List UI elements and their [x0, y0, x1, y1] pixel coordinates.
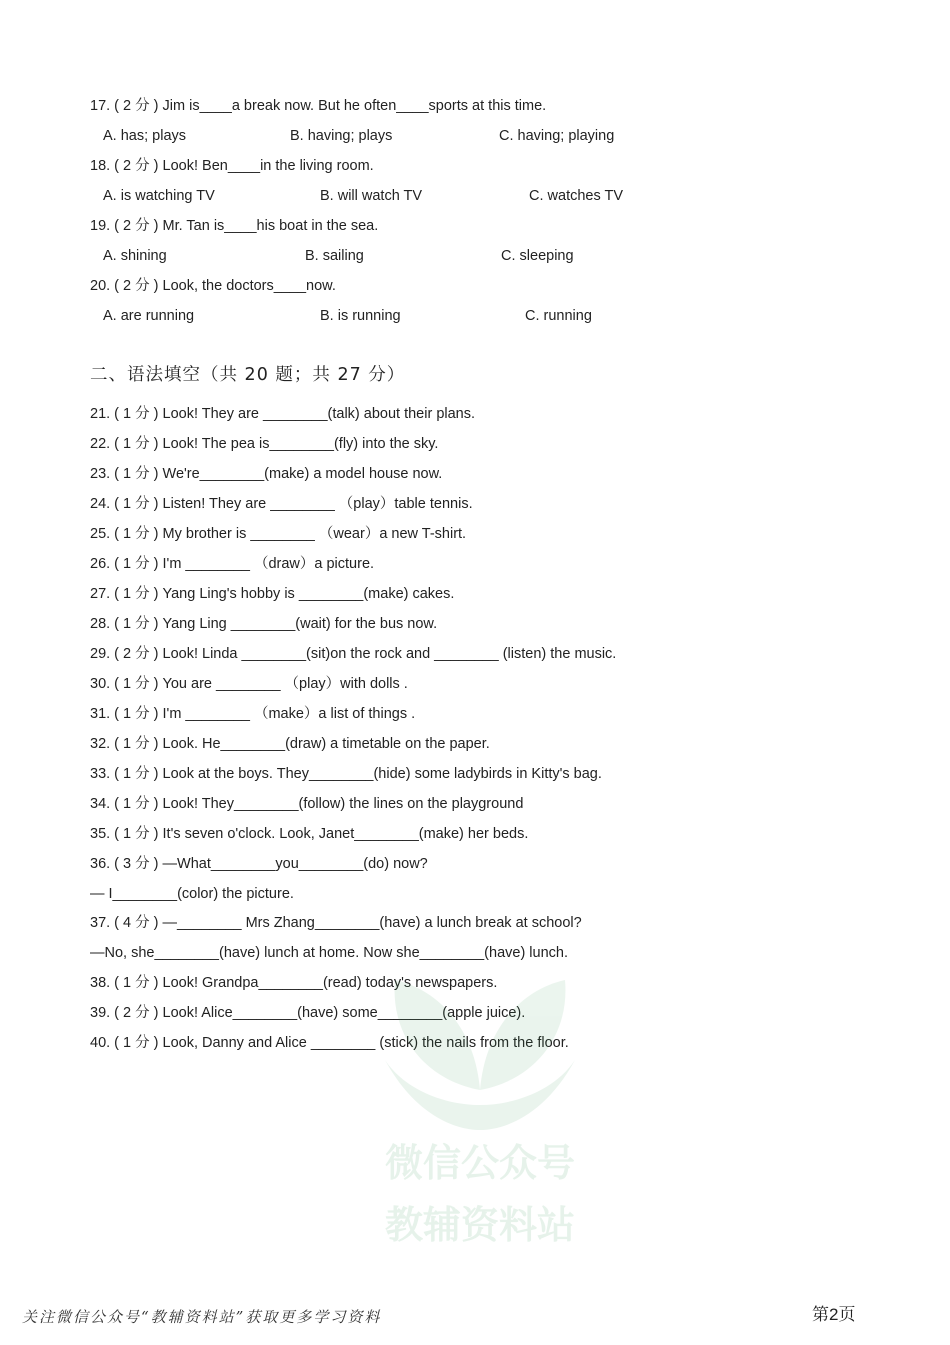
- question-22: 22. ( 1 分 ) Look! The pea is________(fly) into the sky.: [90, 436, 439, 452]
- q18-option-c: C. watches TV: [529, 188, 624, 204]
- q20-option-b: B. is running: [320, 308, 401, 324]
- q17-option-b: B. having; plays: [290, 128, 393, 144]
- question-21: 21. ( 1 分 ) Look! They are ________(talk) about their plans.: [90, 406, 476, 422]
- question-30: 30. ( 1 分 ) You are ________ （play）with dolls .: [90, 676, 408, 692]
- question-36: 36. ( 3 分 ) —What________you________(do) now?: [90, 856, 428, 872]
- q20-option-a: A. are running: [103, 308, 195, 324]
- q18-option-a: A. is watching TV: [103, 188, 215, 204]
- footer-promo-note: 关注微信公众号“教辅资料站”获取更多学习资料: [22, 1308, 382, 1326]
- question-40: 40. ( 1 分 ) Look, Danny and Alice ________ (stick) the nails from the floor.: [90, 1035, 569, 1051]
- question-32: 32. ( 1 分 ) Look. He________(draw) a timetable on the paper.: [90, 736, 490, 752]
- question-29: 29. ( 2 分 ) Look! Linda ________(sit)on the rock and ________ (listen) the music.: [90, 646, 617, 662]
- question-18: 18. ( 2 分 ) Look! Ben____in the living room.: [90, 158, 374, 174]
- question-35: 35. ( 1 分 ) It's seven o'clock. Look, Janet________(make) her beds.: [90, 826, 529, 842]
- question-37: 37. ( 4 分 ) —________ Mrs Zhang________(have) a lunch break at school?: [90, 915, 582, 931]
- question-39: 39. ( 2 分 ) Look! Alice________(have) some________(apple juice).: [90, 1005, 526, 1021]
- question-38: 38. ( 1 分 ) Look! Grandpa________(read) today's newspapers.: [90, 975, 498, 991]
- question-20: 20. ( 2 分 ) Look, the doctors____now.: [90, 278, 336, 294]
- section-heading: 二、语法填空（共 20 题；共 27 分）: [90, 365, 406, 385]
- question-24: 24. ( 1 分 ) Listen! They are ________ （play）table tennis.: [90, 496, 473, 512]
- question-28: 28. ( 1 分 ) Yang Ling ________(wait) for the bus now.: [90, 616, 438, 632]
- question-33: 33. ( 1 分 ) Look at the boys. They________(hide) some ladybirds in Kitty's bag.: [90, 766, 602, 782]
- watermark-logo: [355, 940, 605, 1260]
- question-19: 19. ( 2 分 ) Mr. Tan is____his boat in the sea.: [90, 218, 379, 234]
- question-23: 23. ( 1 分 ) We're________(make) a model house now.: [90, 466, 443, 482]
- q19-option-c: C. sleeping: [501, 248, 574, 264]
- question-31: 31. ( 1 分 ) I'm ________ （make）a list of things .: [90, 706, 416, 722]
- q18-option-b: B. will watch TV: [320, 188, 423, 204]
- watermark-text-line1: 微信公众号: [384, 1141, 576, 1185]
- question-27: 27. ( 1 分 ) Yang Ling's hobby is ________(make) cakes.: [90, 586, 455, 602]
- question-34: 34. ( 1 分 ) Look! They________(follow) the lines on the playground: [90, 796, 524, 812]
- question-36-reply: — I________(color) the picture.: [90, 886, 294, 902]
- q19-option-a: A. shining: [103, 248, 167, 264]
- q17-option-c: C. having; playing: [499, 128, 615, 144]
- q20-option-c: C. running: [525, 308, 592, 324]
- question-37-reply: —No, she________(have) lunch at home. Now she________(have) lunch.: [90, 945, 569, 961]
- q19-option-b: B. sailing: [305, 248, 364, 264]
- question-17: 17. ( 2 分 ) Jim is____a break now. But he often____sports at this time.: [90, 98, 547, 114]
- page-number: 第2页: [812, 1305, 856, 1324]
- question-25: 25. ( 1 分 ) My brother is ________ （wear）a new T-shirt.: [90, 526, 467, 542]
- q17-option-a: A. has; plays: [103, 128, 187, 144]
- question-26: 26. ( 1 分 ) I'm ________ （draw）a picture.: [90, 556, 375, 572]
- watermark-text-line2: 教辅资料站: [384, 1203, 576, 1247]
